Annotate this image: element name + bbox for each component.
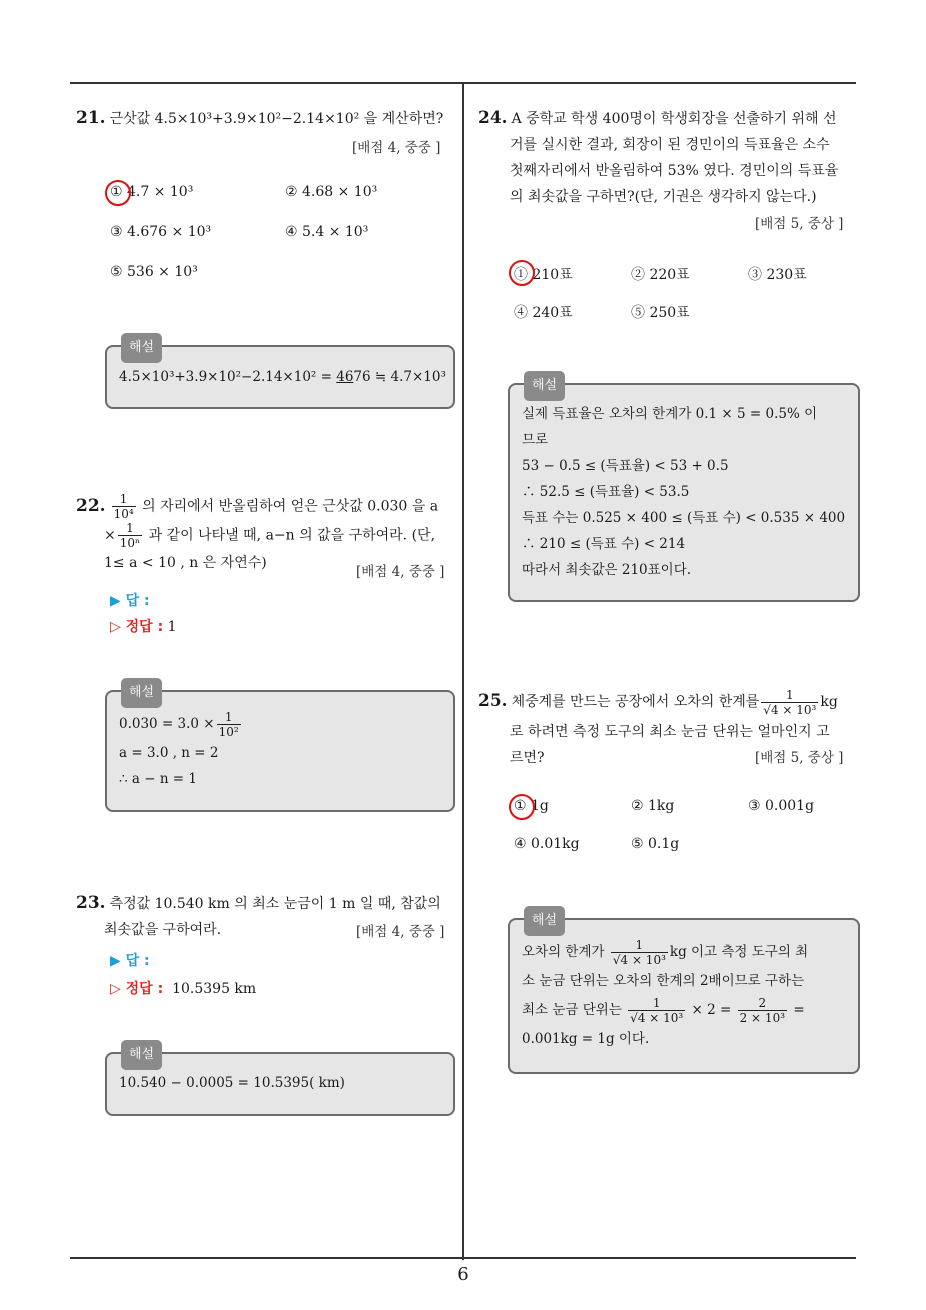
answer-label: ▶ 답 : (110, 593, 150, 609)
selected-circle-icon (509, 794, 535, 820)
choice-5[interactable]: ⑤ 536 × 10³ (110, 264, 198, 280)
selected-circle-icon (105, 180, 131, 206)
solution-title: 해설 (121, 678, 162, 708)
question-number: 21. (76, 108, 106, 128)
solution-title: 해설 (524, 906, 565, 936)
choice-4[interactable]: ④ 5.4 × 10³ (285, 224, 369, 240)
fraction: $\frac{1}{\text{10²}}$ (218, 710, 239, 739)
solution-title: 해설 (121, 333, 162, 363)
choice-3[interactable]: ③ 230표 (748, 267, 807, 283)
fraction: $\frac{1}{\text{10⁴}}$ (113, 492, 134, 521)
page-number: 6 (457, 1264, 469, 1285)
choice-5[interactable]: ⑤ 250표 (631, 305, 690, 321)
question-meta: [배점 5, 중상 ] (755, 750, 844, 766)
choice-4[interactable]: ④ 0.01kg (514, 836, 580, 852)
fraction: $\frac{1}{\text{10ⁿ}}$ (119, 521, 141, 550)
question-meta: [배점 5, 중상 ] (755, 216, 844, 232)
choice-1[interactable]: ① 1g (514, 798, 549, 814)
choice-4[interactable]: ④ 240표 (514, 305, 573, 321)
solution-box-23: 해설 10.540 − 0.0005 = 10.5395( km) (105, 1052, 455, 1116)
column-divider (462, 82, 464, 1260)
choice-1[interactable]: ① 4.7 × 10³ (110, 184, 193, 200)
question-23: 23. 측정값 10.540 km 의 최소 눈금이 1 m 일 때, 참값의 최솟값을 구하여라. (76, 893, 441, 938)
solution-box-24: 해설 실제 득표율은 오차의 한계가 0.1 × 5 = 0.5% 이 므로 53 − 0.5 ≤ (득표율) < 53 + 0.5 ∴ 52.5 ≤ (득표율) < 53.5 득표 수는 0.525 × 400 ≤ (득표 수) < 0.535 × 400 ∴ 210 ≤ (득표 수) < 214 따라서 최솟값은 210표이다. (508, 383, 860, 602)
solution-box-25: 해설 오차의 한계가 $\frac{1}{\text{√4 × 10³}}$ kg 이고 측정 도구의 최 소 눈금 단위는 오차의 한계의 2배이므로 구하는 최소 눈금 단위는 $\frac{1}{\text{√4 × 10³}}$ × 2 = $\frac{2}{\text{2 × 10³}}$ = 0.001kg = 1g 이다. (508, 918, 860, 1074)
answer-label: ▶ 답 : (110, 953, 150, 969)
bottom-rule (70, 1257, 856, 1259)
choice-1[interactable]: ① 210표 (514, 264, 573, 284)
question-meta: [배점 4, 중중 ] (356, 924, 445, 940)
correct-answer: ▷ 정답 : 1 (110, 619, 177, 635)
selected-circle-icon (509, 260, 535, 286)
question-22: 22. $\frac{1}{\text{10⁴}}$ 의 자리에서 반올림하여 얻은 근삿값 0.030 을 a × $\frac{1}{\text{10ⁿ}}$ 과 같이 나타낼 때, a−n 의 값을 구하여라. (단, 1≤ a < 10 , n 은 자연수) (76, 492, 439, 571)
fraction: $\frac{2}{\text{2 × 10³}}$ (739, 996, 786, 1025)
fraction: $\frac{1}{\text{√4 × 10³}}$ (763, 687, 817, 717)
question-meta: [배점 4, 중중 ] (352, 140, 441, 156)
question-meta: [배점 4, 중중 ] (356, 564, 445, 580)
correct-answer: ▷ 정답 : 10.5395 km (110, 981, 257, 997)
question-number: 23. (76, 893, 106, 913)
question-21 (76, 105, 456, 132)
fraction: $\frac{1}{\text{√4 × 10³}}$ (612, 938, 666, 967)
question-25: 25. 체중계를 만드는 공장에서 오차의 한계를 $\frac{1}{\text{√4 × 10³}}$ kg 로 하려면 측정 도구의 최소 눈금 단위는 얼마인지 고 르면? (478, 687, 838, 766)
question-number: 24. (478, 108, 508, 128)
choice-5[interactable]: ⑤ 0.1g (631, 836, 680, 852)
choice-3[interactable]: ③ 4.676 × 10³ (110, 224, 212, 240)
fraction: $\frac{1}{\text{√4 × 10³}}$ (630, 996, 684, 1025)
solution-box-22: 해설 0.030 = 3.0 × $\frac{1}{\text{10²}}$ a = 3.0 , n = 2 ∴ a − n = 1 (105, 690, 455, 812)
solution-title: 해설 (121, 1040, 162, 1070)
question-number: 25. (478, 691, 508, 711)
choice-2[interactable]: ② 220표 (631, 267, 690, 283)
question-text: 근삿값 4.5×10³+3.9×10²−2.14×10² 을 계산하면? (109, 111, 444, 127)
choice-2[interactable]: ② 1kg (631, 798, 675, 814)
question-number: 22. (76, 495, 106, 516)
solution-title: 해설 (524, 371, 565, 401)
solution-box-21: 해설 4.5×10³+3.9×10²−2.14×10² = 4676 ≒ 4.7×10³ (105, 345, 455, 409)
choice-2[interactable]: ② 4.68 × 10³ (285, 184, 378, 200)
question-24: 24. A 중학교 학생 400명이 학생회장을 선출하기 위해 선 거를 실시한 결과, 회장이 된 경민이의 득표율은 소수 첫째자리에서 반올림하여 53% 였다. 경민이의 득표율 의 최솟값을 구하면?(단, 기권은 생각하지 않는다.) (478, 108, 839, 205)
choice-3[interactable]: ③ 0.001g (748, 798, 815, 814)
